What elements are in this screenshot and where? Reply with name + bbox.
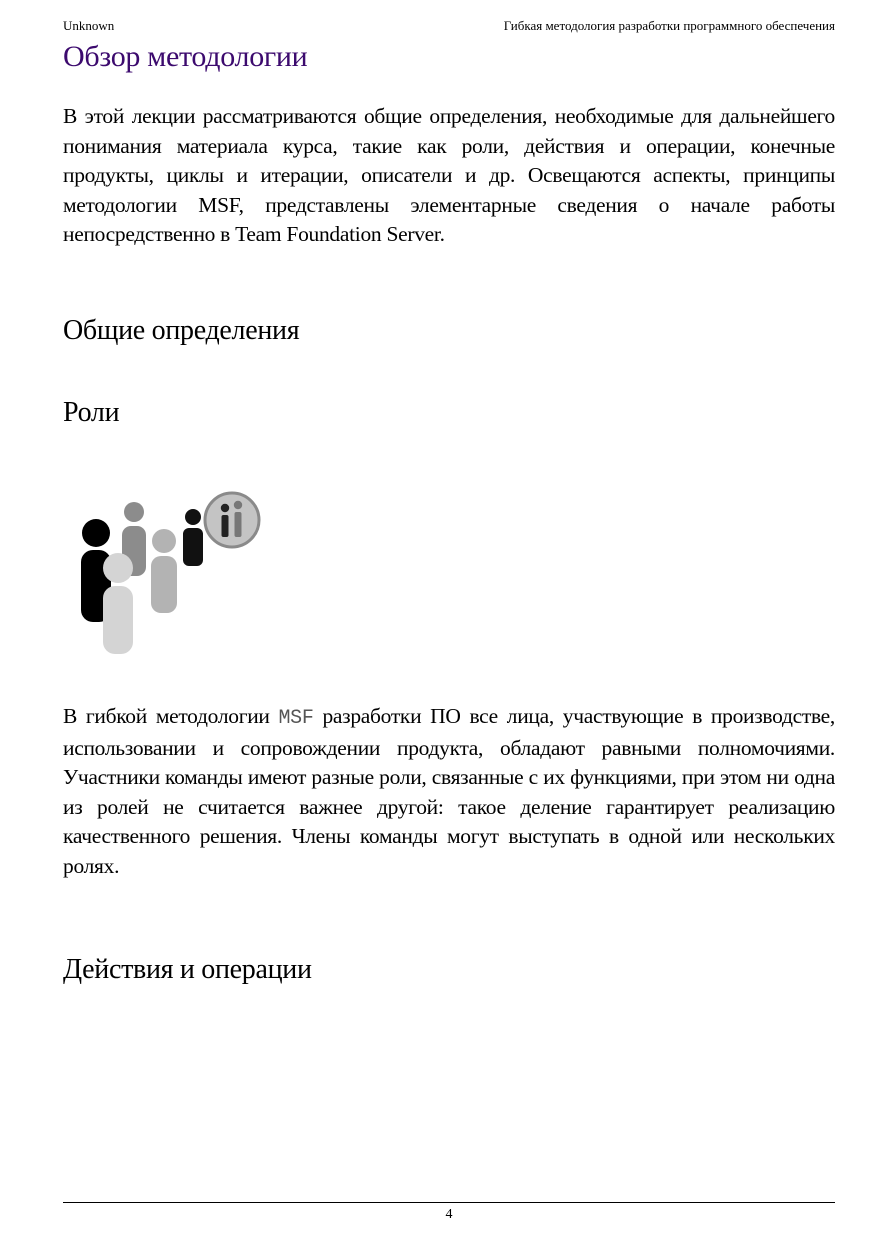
heading-general-definitions: Общие определения [63, 315, 300, 346]
intro-paragraph: В этой лекции рассматриваются общие определения, необходимые для дальнейшего понимания материала курса, такие как роли, действия и операции, конечные продукты, циклы и итерации, описатели и др. Освещаются аспекты, принципы методологии MSF, представлены элементарные сведения о начале работы непосредственно в Team Foundation Server. [63, 104, 835, 247]
header-book-title: Гибкая методология разработки программного обеспечения [503, 18, 835, 33]
page-header [63, 17, 835, 35]
roles-paragraph [63, 702, 835, 882]
roles-text-before: В гибкой методологии [63, 704, 279, 728]
chapter-title: Обзор методологии [63, 40, 308, 73]
msf-code: MSF [278, 707, 314, 730]
roles-text-after: разработки ПО все лица, участвующие в производстве, использовании и сопровождении продукта, обладают равными полномочиями. Участники команды имеют разные роли, связанные с их функциями, при этом ни одна из ролей не считается важнее другой: такое деление гарантирует реализацию качественного решения. Члены команды могут выступать в одной или нескольких ролях. [63, 704, 835, 878]
heading-actions-operations: Действия и операции [63, 954, 312, 985]
header-author: Unknown [63, 18, 115, 33]
footer-divider [63, 1202, 835, 1203]
heading-roles: Роли [63, 397, 120, 428]
people-roles-icon [72, 480, 272, 665]
page-number: 4 [445, 1207, 453, 1222]
